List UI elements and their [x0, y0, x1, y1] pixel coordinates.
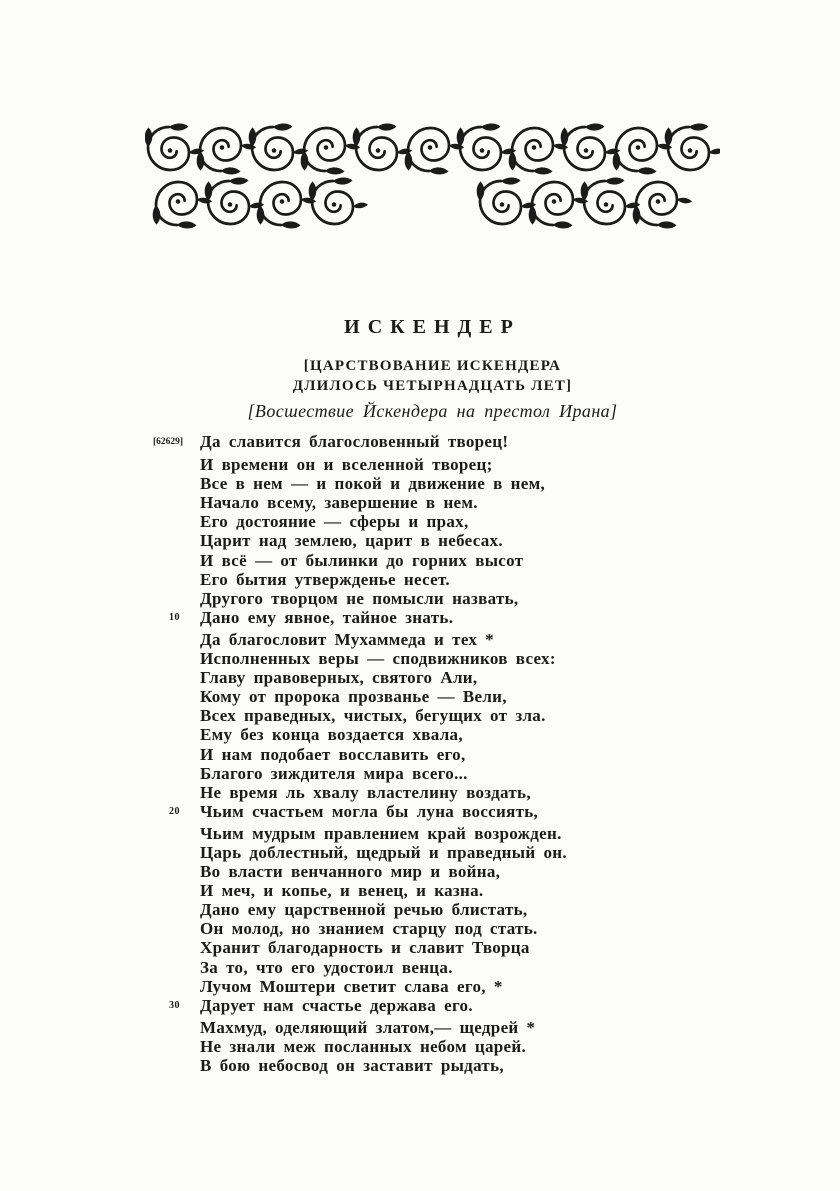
- verse-line: [153, 687, 713, 706]
- verse-text: Лучом Моштери светит слава его, *: [200, 976, 503, 996]
- verse-line: [153, 432, 713, 455]
- bracket-subtitle: [150, 356, 715, 396]
- verse-block: [153, 432, 713, 1075]
- verse-line: [153, 630, 713, 649]
- verse-text: Всех праведных, чистых, бегущих от зла.: [200, 706, 546, 726]
- verse-text: Другого творцом не помысли назвать,: [200, 588, 519, 608]
- page-title: ИСКЕНДЕР: [344, 316, 521, 338]
- verse-text: Дано ему явное, тайное знать.: [200, 607, 454, 627]
- verse-line: [153, 919, 713, 938]
- line-number: 10: [169, 611, 180, 623]
- verse-text: В бою небосвод он заставит рыдать,: [200, 1056, 504, 1075]
- verse-text: И времени он и вселенной творец;: [200, 455, 493, 475]
- bracket-subtitle-line2: ДЛИЛОСЬ ЧЕТЫРНАДЦАТЬ ЛЕТ]: [292, 378, 573, 394]
- verse-line: [153, 668, 713, 687]
- verse-text: Все в нем — и покой и движение в нем,: [200, 474, 546, 494]
- verse-text: И меч, и копье, и венец, и казна.: [200, 881, 484, 901]
- verse-line: [153, 512, 713, 531]
- verse-line: [153, 881, 713, 900]
- verse-text: Благого зиждителя мира всего...: [200, 763, 468, 783]
- verse-text: Он молод, но знанием старцу под стать.: [200, 919, 538, 939]
- verse-text: Не время ль хвалу властелину воздать,: [200, 782, 531, 802]
- verse-line: [153, 745, 713, 764]
- verse-text: Да благословит Мухаммеда и тех *: [200, 629, 494, 649]
- verse-text: Начало всему, завершение в нем.: [200, 493, 478, 513]
- verse-text: Чьим мудрым правлением край возрожден.: [200, 823, 562, 843]
- section-heading: [Восшествие Йскендера на престол Ирана]: [247, 401, 618, 421]
- verse-line: [153, 958, 713, 977]
- verse-line: [153, 900, 713, 919]
- verse-text: Его достояние — сферы и прах,: [200, 512, 469, 532]
- verse-text: Царь доблестный, щедрый и праведный он.: [200, 842, 567, 862]
- floral-scroll-ornament-icon: [145, 120, 720, 232]
- verse-line: [153, 474, 713, 493]
- verse-line: [153, 824, 713, 843]
- verse-line: [153, 455, 713, 474]
- verse-text: Царит над землею, царит в небесах.: [200, 531, 503, 551]
- verse-text: И всё — от былинки до горних высот: [200, 550, 524, 570]
- verse-line: [153, 996, 713, 1018]
- verse-text: За то, что его удостоил венца.: [200, 957, 453, 977]
- verse-line: [153, 938, 713, 957]
- verse-text: Главу правоверных, святого Али,: [200, 668, 478, 688]
- verse-line: [153, 764, 713, 783]
- verse-text: Махмуд, оделяющий златом,— щедрей *: [200, 1017, 536, 1037]
- verse-line: [153, 783, 713, 802]
- verse-line: [153, 570, 713, 589]
- verse-line: [153, 1056, 713, 1075]
- bracket-subtitle-line1: [ЦАРСТВОВАНИЕ ИСКЕНДЕРА: [303, 358, 562, 374]
- margin-note: [62629]: [153, 437, 184, 447]
- line-number: 30: [169, 999, 180, 1011]
- verse-line: [153, 608, 713, 630]
- verse-text: Не знали меж посланных небом царей.: [200, 1036, 527, 1056]
- verse-line: [153, 551, 713, 570]
- verse-line: [153, 706, 713, 725]
- verse-line: [153, 725, 713, 744]
- line-number: 20: [169, 805, 180, 817]
- verse-line: [153, 589, 713, 608]
- verse-line: [153, 977, 713, 996]
- verse-text: Хранит благодарность и славит Творца: [200, 938, 530, 958]
- verse-text: Чьим счастьем могла бы луна воссиять,: [200, 801, 539, 821]
- verse-text: Его бытия утвержденье несет.: [200, 569, 450, 589]
- verse-text: Исполненных веры — сподвижников всех:: [200, 649, 556, 669]
- verse-line: [153, 531, 713, 550]
- verse-text: Ему без конца воздается хвала,: [200, 725, 463, 745]
- verse-line: [153, 649, 713, 668]
- verse-line: [153, 862, 713, 881]
- verse-line: [153, 1037, 713, 1056]
- verse-text: Во власти венчанного мир и война,: [200, 862, 501, 882]
- verse-line: [153, 843, 713, 862]
- verse-text: Дано ему царственной речью блистать,: [200, 900, 528, 920]
- verse-line: [153, 493, 713, 512]
- verse-text: Да славится благословенный творец!: [200, 432, 509, 451]
- verse-text: Кому от пророка прозванье — Вели,: [200, 687, 507, 707]
- verse-line: [153, 802, 713, 824]
- verse-text: И нам подобает восславить его,: [200, 744, 466, 764]
- verse-text: Дарует нам счастье держава его.: [200, 995, 473, 1015]
- verse-line: [153, 1018, 713, 1037]
